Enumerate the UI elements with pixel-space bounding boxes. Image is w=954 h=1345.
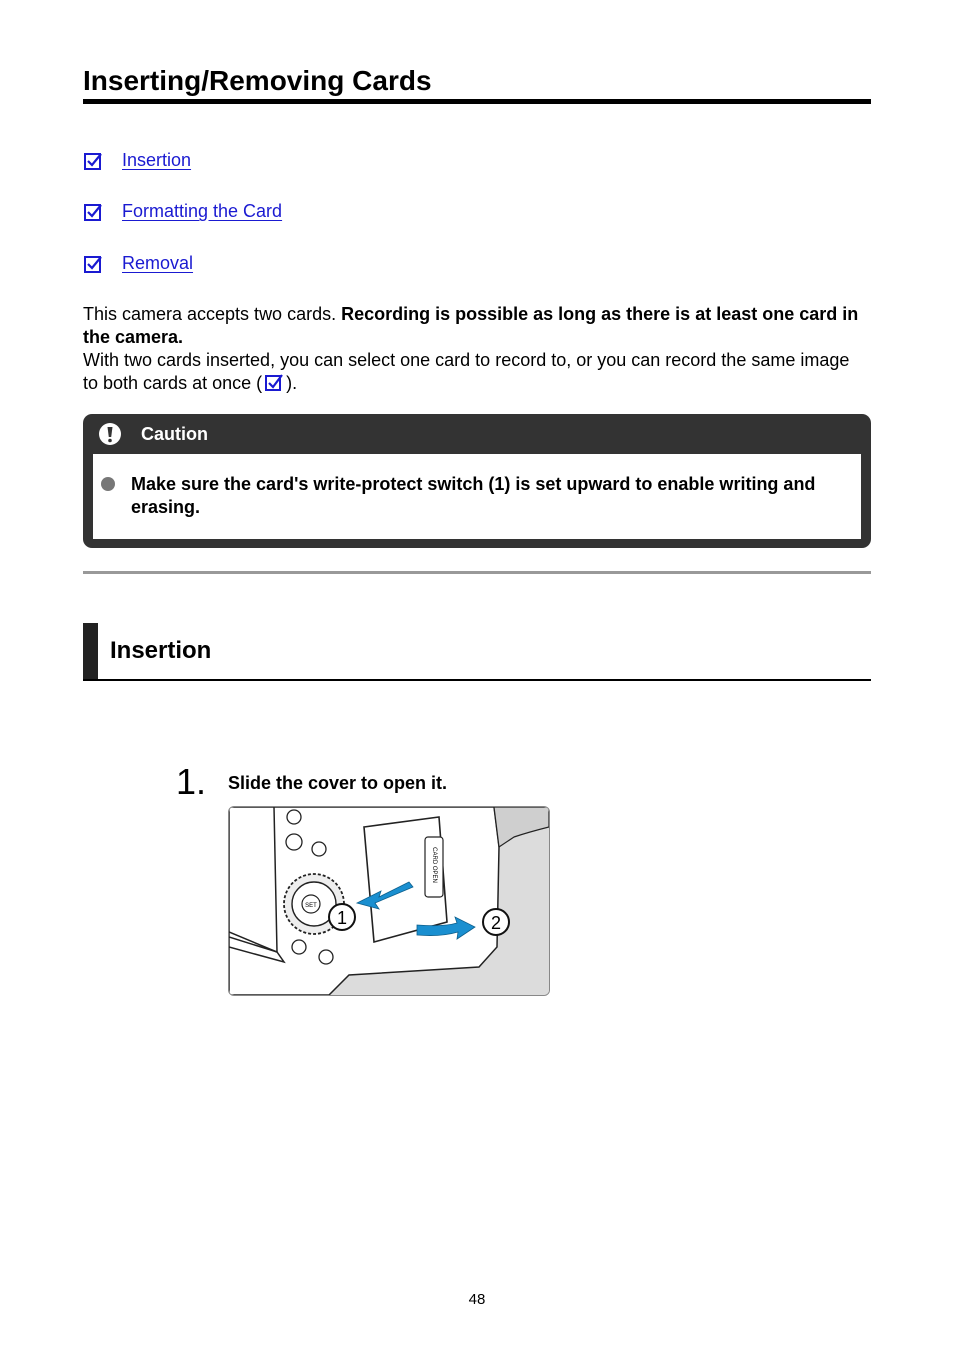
section-heading: Insertion <box>110 637 212 664</box>
toc-link-label[interactable]: Insertion <box>122 150 192 170</box>
title-rule <box>83 99 871 104</box>
caution-box <box>83 414 871 548</box>
step-number: 1. <box>176 761 207 802</box>
caution-item: Make sure the card's write-protect switch (1) is set upward to enable writing and erasing. <box>131 474 816 517</box>
caution-title: Caution <box>141 424 208 444</box>
toc-item-removal[interactable] <box>83 253 193 274</box>
card-open-label: CARD OPEN <box>431 847 437 883</box>
callout-2: 2 <box>490 913 502 933</box>
camera-cover-illustration <box>229 807 549 995</box>
intro-plain-text: This camera accepts two cards. <box>83 304 342 324</box>
svg-text:SET: SET <box>305 903 317 909</box>
check-link-icon <box>83 254 103 274</box>
section-underline <box>83 679 871 681</box>
intro-line-2 <box>83 349 863 395</box>
callout-1: 1 <box>336 908 348 928</box>
reference-link-icon[interactable] <box>264 372 284 392</box>
step-illustration <box>228 806 550 996</box>
intro-text-after-ref: ). <box>286 373 298 393</box>
page-number: 48 <box>468 1291 486 1308</box>
toc-item-insertion[interactable] <box>83 150 191 171</box>
step-text: Slide the cover to open it. <box>228 773 448 793</box>
intro-paragraph <box>83 303 863 395</box>
section-divider <box>83 571 871 574</box>
toc-item-formatting[interactable] <box>83 201 282 222</box>
section-heading-bar <box>83 623 98 680</box>
caution-body <box>93 454 861 539</box>
check-link-icon <box>83 202 103 222</box>
exclamation-icon <box>99 423 121 445</box>
page-title: Inserting/Removing Cards <box>83 65 432 96</box>
intro-line-1 <box>83 303 863 349</box>
toc-link-label[interactable]: Formatting the Card <box>122 201 283 221</box>
check-link-icon <box>83 151 103 171</box>
intro-bold-text: Recording is possible as long as there is at least one card in the camera. <box>83 304 859 347</box>
intro-text-before-ref: With two cards inserted, you can select one card to record to, or you can record the same image to both cards at once ( <box>83 350 850 393</box>
bullet-dot <box>101 477 115 491</box>
toc-link-label[interactable]: Removal <box>122 253 194 273</box>
